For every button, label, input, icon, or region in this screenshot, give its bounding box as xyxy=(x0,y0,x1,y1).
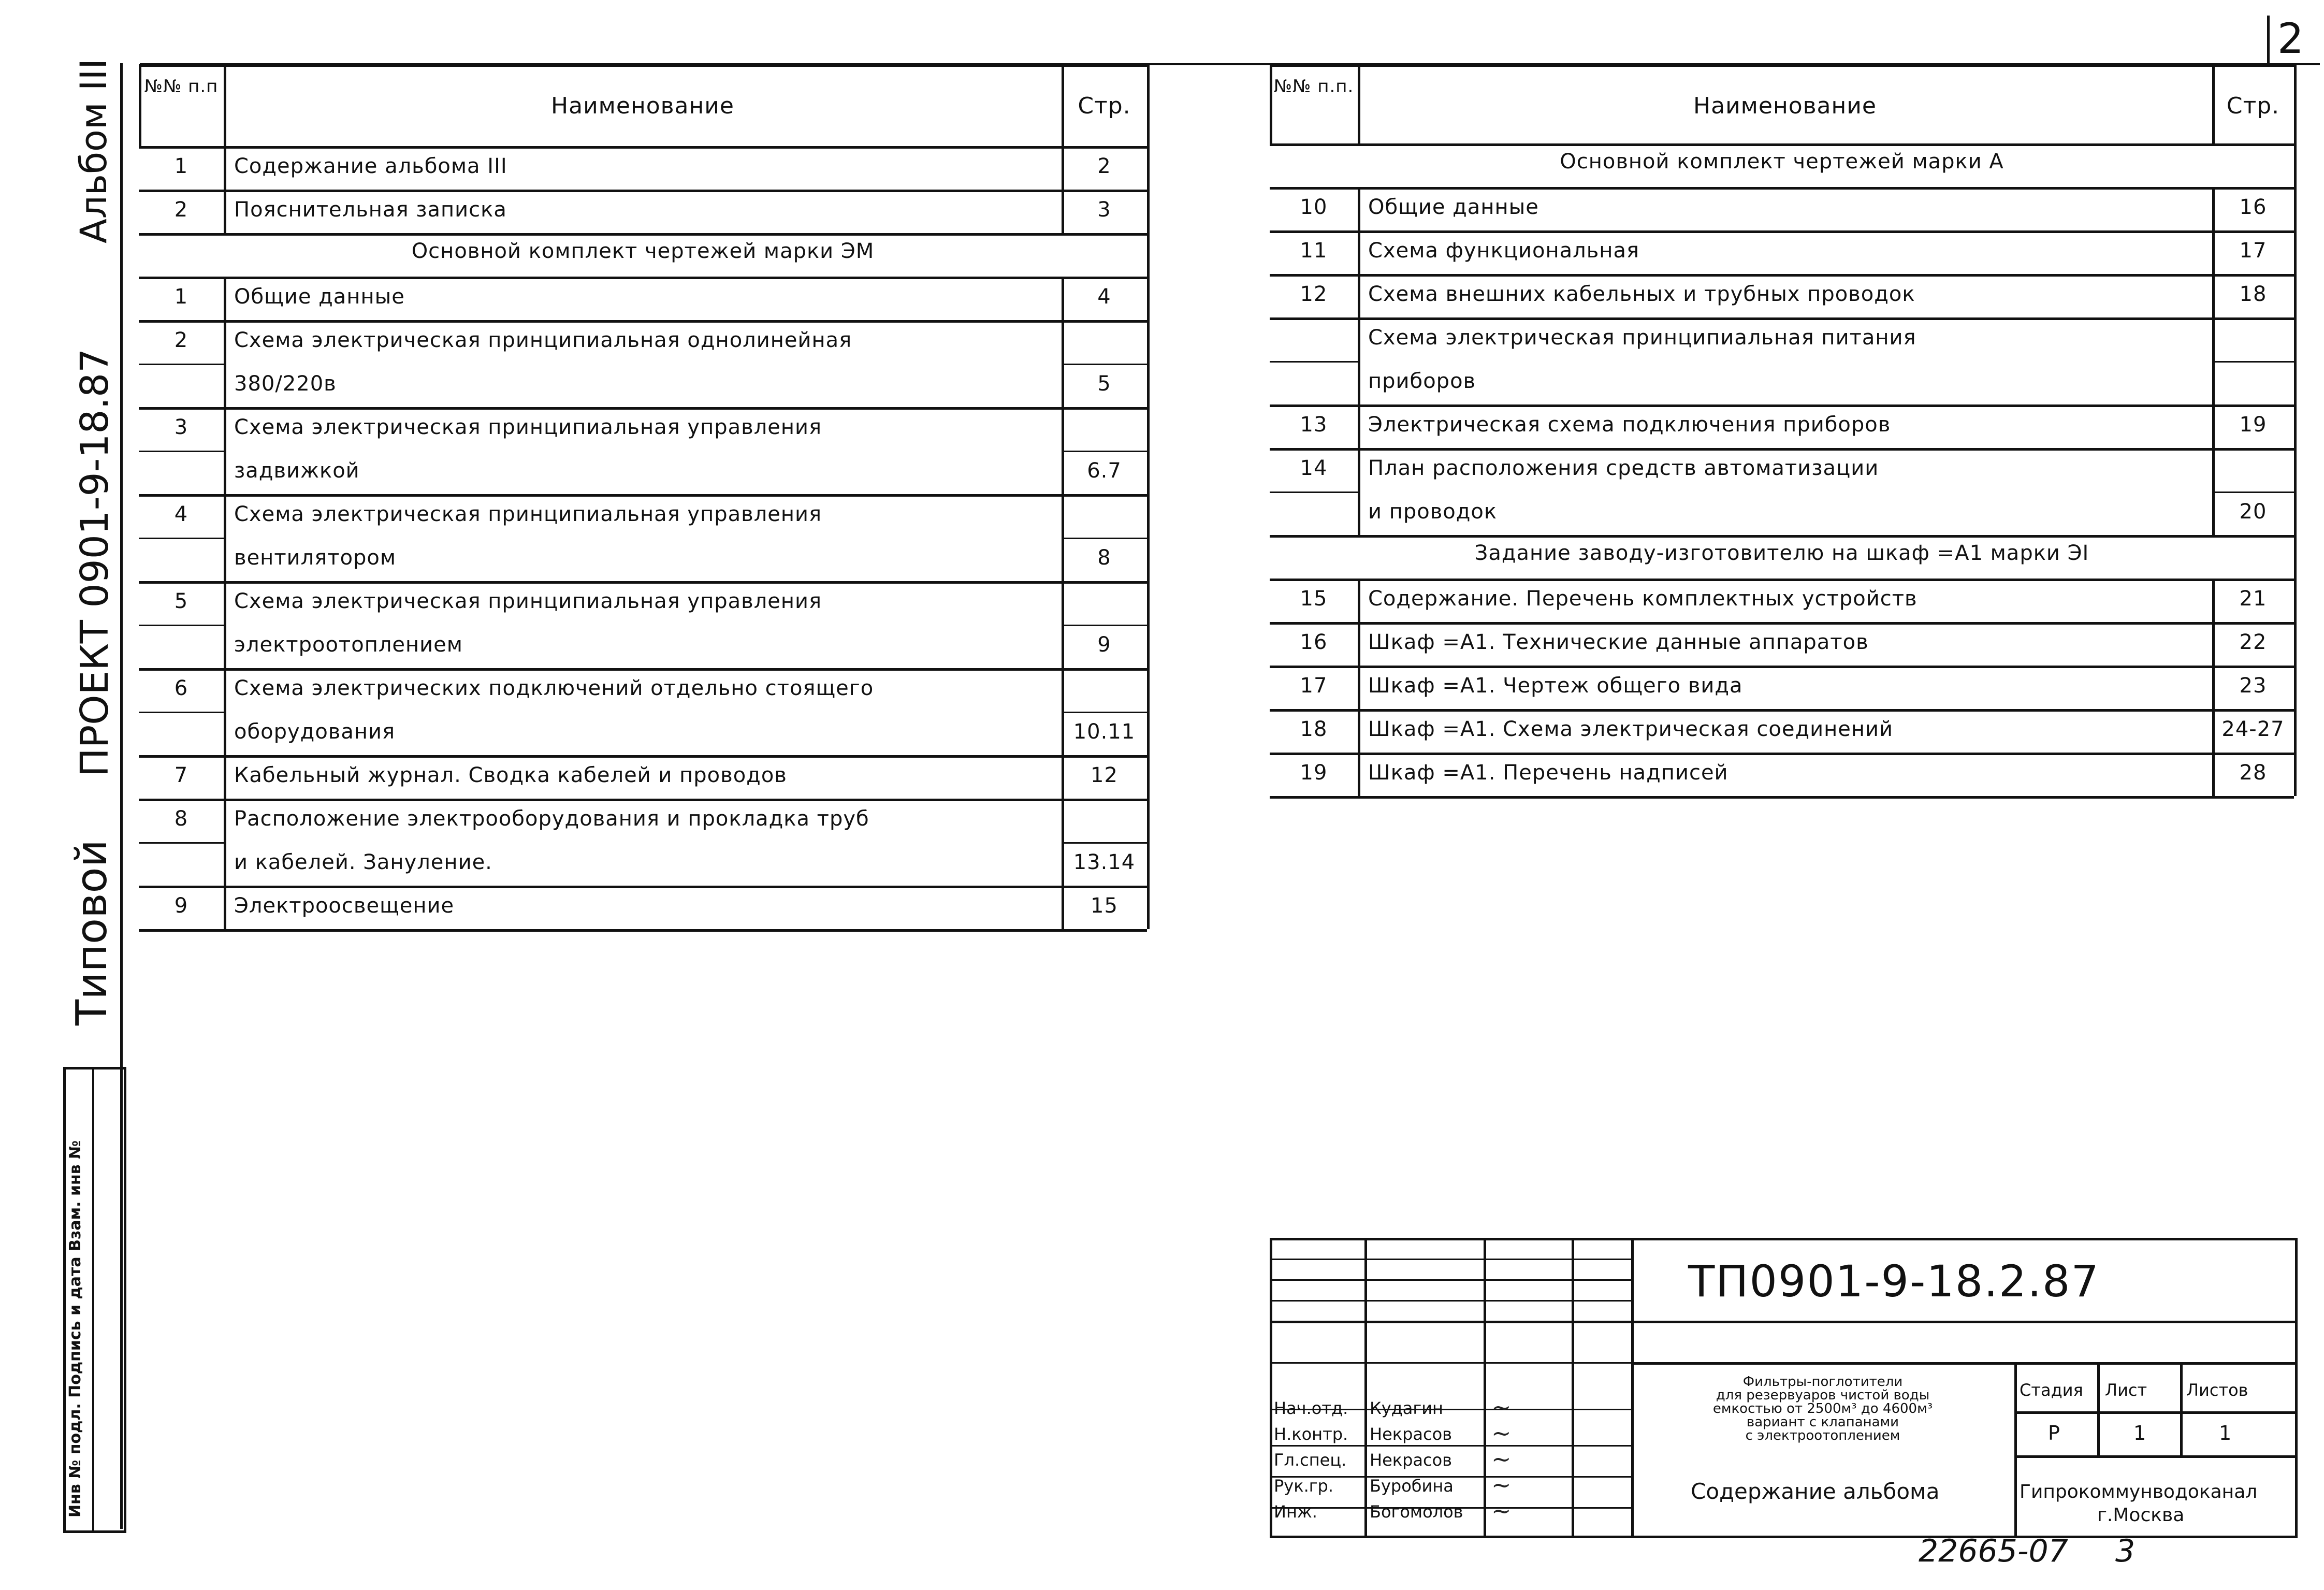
staff-role: Инж. xyxy=(1274,1502,1317,1522)
object-description-line: Фильтры-поглотители xyxy=(1742,1374,1903,1390)
right-row-num: 12 xyxy=(1300,282,1328,306)
sheets-value: 1 xyxy=(2219,1422,2232,1444)
right-row-name: Схема внешних кабельных и трубных проводок xyxy=(1368,282,1915,306)
staff-role: Гл.спец. xyxy=(1274,1450,1347,1470)
left-row-name: Кабельный журнал. Сводка кабелей и проводов xyxy=(234,763,787,787)
left-header-page: Стр. xyxy=(1078,93,1131,119)
left-row-page: 15 xyxy=(1091,894,1118,918)
left-row-num: 5 xyxy=(174,589,188,613)
left-row-name: оборудования xyxy=(234,720,396,744)
signature: ~ xyxy=(1491,1445,1512,1473)
left-row-page: 13.14 xyxy=(1073,850,1136,874)
left-row-num: 1 xyxy=(174,154,188,178)
staff-name: Некрасов xyxy=(1370,1450,1452,1470)
left-row-name: Пояснительная записка xyxy=(234,198,507,222)
right-section-title: Задание заводу-изготовителю на шкаф =А1 марки ЭI xyxy=(1474,541,2089,565)
right-row-page: 24-27 xyxy=(2221,717,2285,741)
left-row-page: 5 xyxy=(1097,372,1111,396)
left-row-name: вентилятором xyxy=(234,546,397,570)
right-row-name: и проводок xyxy=(1368,500,1498,524)
right-row-name: Схема электрическая принципиальная питания xyxy=(1368,326,1916,350)
sheet-number-divider xyxy=(2267,16,2270,63)
left-row-name: Схема электрических подключений отдельно стоящего xyxy=(234,676,874,700)
right-row-name: План расположения средств автоматизации xyxy=(1368,456,1879,480)
staff-name: Кудагин xyxy=(1370,1398,1443,1418)
left-row-name: Схема электрическая принципиальная управления xyxy=(234,502,822,526)
right-row-num: 15 xyxy=(1300,587,1328,611)
signature: ~ xyxy=(1491,1419,1512,1447)
signature: ~ xyxy=(1491,1471,1512,1499)
sheet-value: 1 xyxy=(2133,1422,2146,1444)
object-description-line: емкостью от 2500м³ до 4600м³ xyxy=(1712,1401,1933,1416)
left-row-page: 12 xyxy=(1091,763,1118,787)
left-row-name: электроотоплением xyxy=(234,633,463,657)
left-header-name: Наименование xyxy=(551,93,734,119)
left-row-num: 6 xyxy=(174,676,188,700)
left-row-name: Схема электрическая принципиальная однолинейная xyxy=(234,328,852,352)
left-row-page: 10.11 xyxy=(1073,720,1136,744)
right-row-name: Шкаф =А1. Перечень надписей xyxy=(1368,761,1729,785)
right-row-name: Содержание. Перечень комплектных устройств xyxy=(1368,587,1918,611)
right-row-page: 18 xyxy=(2239,282,2267,306)
left-row-page: 9 xyxy=(1097,633,1111,657)
staff-name: Некрасов xyxy=(1370,1424,1452,1444)
left-row-name: Схема электрическая принципиальная управления xyxy=(234,415,822,439)
left-row-num: 2 xyxy=(174,328,188,352)
right-row-name: Общие данные xyxy=(1368,195,1539,219)
right-header-page: Стр. xyxy=(2226,93,2280,119)
object-description-line: для резервуаров чистой воды xyxy=(1716,1387,1930,1403)
org-city: г.Москва xyxy=(2097,1505,2185,1526)
object-description xyxy=(1636,1375,2009,1442)
inv-box-divider xyxy=(92,1067,94,1530)
right-row-page: 22 xyxy=(2239,630,2267,654)
left-row-num: 3 xyxy=(174,415,188,439)
right-row-page: 17 xyxy=(2239,239,2267,263)
left-row-name: задвижкой xyxy=(234,459,360,483)
left-row-num: 8 xyxy=(174,807,188,831)
sheet-title: Содержание альбома xyxy=(1691,1479,1940,1504)
album-label: Альбом III xyxy=(72,59,115,243)
right-row-page: 16 xyxy=(2239,195,2267,219)
object-description-line: вариант с клапанами xyxy=(1746,1414,1899,1430)
right-row-page: 21 xyxy=(2239,587,2267,611)
right-row-name: Шкаф =А1. Схема электрическая соединений xyxy=(1368,717,1894,741)
staff-name: Богомолов xyxy=(1370,1502,1463,1522)
left-header-num: №№ п.п xyxy=(144,76,219,97)
left-row-name: Электроосвещение xyxy=(234,894,455,918)
right-row-num: 17 xyxy=(1300,674,1328,698)
right-row-name: Электрическая схема подключения приборов xyxy=(1368,413,1891,437)
left-row-num: 7 xyxy=(174,763,188,787)
drawing-code: ТП0901-9-18.2.87 xyxy=(1688,1256,2100,1307)
right-section-title: Основной комплект чертежей марки А xyxy=(1560,150,2004,174)
right-row-name: Шкаф =А1. Чертеж общего вида xyxy=(1368,674,1743,698)
left-row-num: 1 xyxy=(174,285,188,309)
archive-number: 22665-07 xyxy=(1919,1533,2068,1569)
sheets-label: Листов xyxy=(2186,1380,2248,1400)
left-row-name: 380/220в xyxy=(234,372,337,396)
object-description-line: с электроотоплением xyxy=(1745,1428,1900,1443)
signature: ~ xyxy=(1491,1393,1512,1421)
left-section-title: Основной комплект чертежей марки ЭМ xyxy=(411,239,875,263)
right-row-num: 10 xyxy=(1300,195,1328,219)
left-row-name: Содержание альбома III xyxy=(234,154,507,178)
staff-role: Н.контр. xyxy=(1274,1424,1348,1444)
stage-value: Р xyxy=(2048,1422,2060,1444)
staff-role: Рук.гр. xyxy=(1274,1476,1334,1496)
left-row-name: Схема электрическая принципиальная управления xyxy=(234,589,822,613)
right-row-num: 18 xyxy=(1300,717,1328,741)
sheet-number: 2 xyxy=(2277,15,2304,63)
inv-box-label: Инв № подл. Подпись и дата Взам. инв № xyxy=(66,1140,84,1517)
right-row-num: 11 xyxy=(1300,239,1328,263)
staff-role: Нач.отд. xyxy=(1274,1398,1348,1418)
left-row-page: 6.7 xyxy=(1087,459,1122,483)
right-row-num: 14 xyxy=(1300,456,1328,480)
sheet-label: Лист xyxy=(2105,1380,2147,1400)
left-row-name: Расположение электрооборудования и прокладка труб xyxy=(234,807,869,831)
right-row-name: приборов xyxy=(1368,369,1476,393)
left-row-num: 4 xyxy=(174,502,188,526)
left-row-page: 4 xyxy=(1097,285,1111,309)
org-name: Гипрокоммунводоканал xyxy=(2020,1481,2258,1502)
right-header-name: Наименование xyxy=(1693,93,1877,119)
left-row-page: 3 xyxy=(1097,198,1111,222)
signature: ~ xyxy=(1491,1497,1512,1525)
project-label: ПРОЕКТ 0901-9-18.87 xyxy=(72,348,117,777)
left-row-name: и кабелей. Зануление. xyxy=(234,850,492,874)
left-row-num: 2 xyxy=(174,198,188,222)
stage-label: Стадия xyxy=(2020,1380,2083,1400)
left-row-name: Общие данные xyxy=(234,285,405,309)
left-row-page: 8 xyxy=(1097,546,1111,570)
right-row-page: 28 xyxy=(2239,761,2267,785)
typical-label: Типовой xyxy=(67,840,117,1025)
right-row-num: 16 xyxy=(1300,630,1328,654)
right-row-num: 13 xyxy=(1300,413,1328,437)
left-row-page: 2 xyxy=(1097,154,1111,178)
right-header-num: №№ п.п. xyxy=(1273,76,1354,97)
staff-name: Буробина xyxy=(1370,1476,1454,1496)
right-row-page: 23 xyxy=(2239,674,2267,698)
left-row-num: 9 xyxy=(174,894,188,918)
right-row-num: 19 xyxy=(1300,761,1328,785)
right-row-name: Шкаф =А1. Технические данные аппаратов xyxy=(1368,630,1869,654)
right-row-name: Схема функциональная xyxy=(1368,239,1640,263)
right-row-page: 19 xyxy=(2239,413,2267,437)
footer-page: 3 xyxy=(2115,1533,2136,1569)
right-row-page: 20 xyxy=(2239,500,2267,524)
